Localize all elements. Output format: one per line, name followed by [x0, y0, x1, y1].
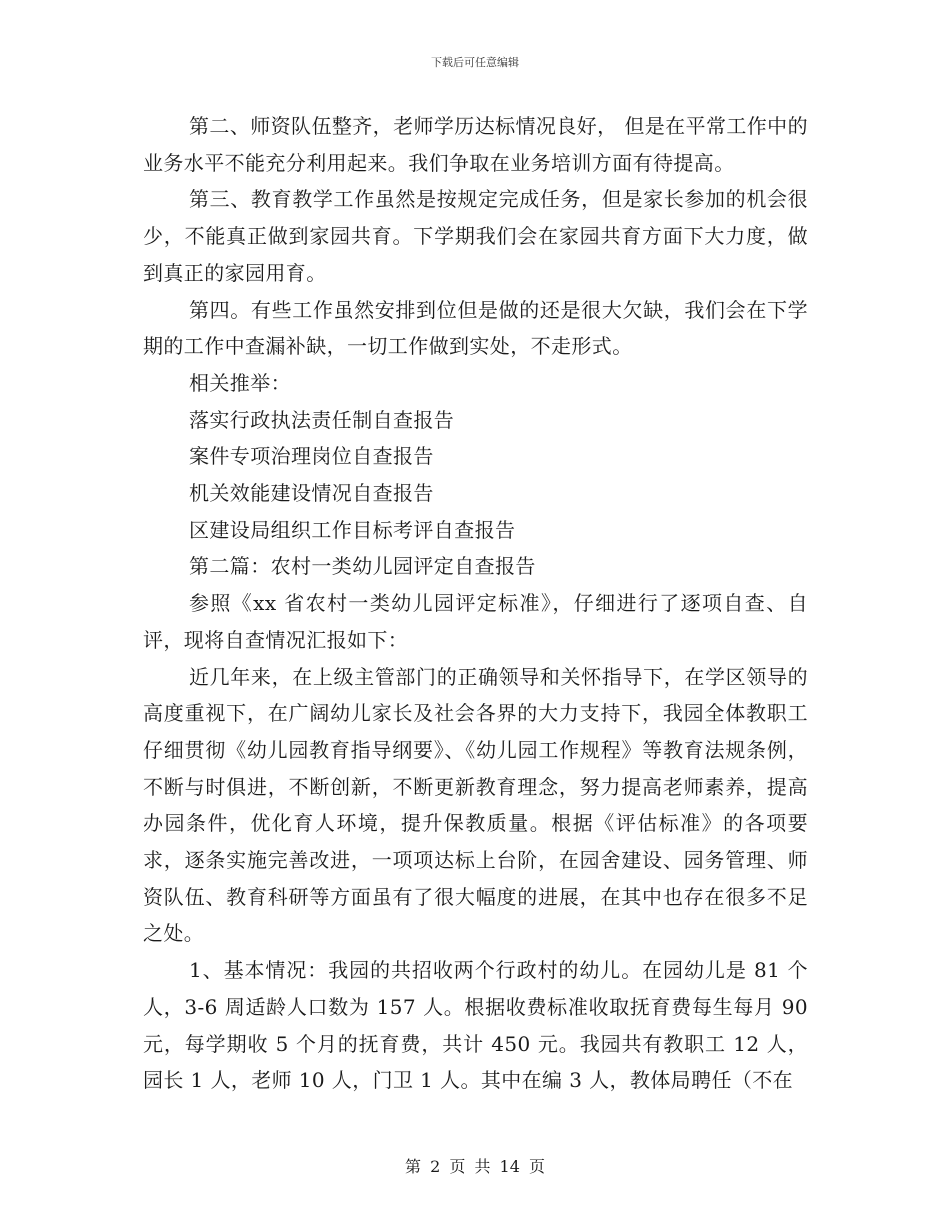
related-link: 机关效能建设情况自查报告	[189, 481, 434, 506]
related-heading: 相关推举：	[189, 370, 291, 395]
related-link: 落实行政执法责任制自查报告	[189, 407, 455, 432]
related-link: 案件专项治理岗位自查报告	[189, 444, 434, 469]
paragraph: 参照《xx 省农村一类幼儿园评定标准》，仔细进行了逐项自查、自评，现将自查情况汇报如下：	[143, 591, 808, 652]
paragraph: 近几年来，在上级主管部门的正确领导和关怀指导下，在学区领导的高度重视下，在广阔幼儿家长及社会各界的大力支持下，我园全体教职工仔细贯彻《幼儿园教育指导纲要》、《幼儿园工作规程》等教育法规条例，不断与时俱进，不断创新，不断更新教育理念，努力提高老师素养，提高办园条件，优化育人环境，提升保教质量。根据《评估标准》的各项要求，逐条实施完善改进，一项项达标上台阶，在园舍建设、园务管理、师资队伍、教育科研等方面虽有了很大幅度的进展，在其中也存在很多不足之处。	[143, 664, 808, 946]
section-title: 第二篇：农村一类幼儿园评定自查报告	[189, 554, 536, 579]
paragraph: 第四。有些工作虽然安排到位但是做的还是很大欠缺，我们会在下学期的工作中查漏补缺，一切工作做到实处，不走形式。	[143, 297, 808, 359]
paragraph: 第三、教育教学工作虽然是按规定完成任务，但是家长参加的机会很少，不能真正做到家园共育。下学期我们会在家园共育方面下大力度，做到真正的家园用育。	[143, 187, 808, 285]
paragraph: 第二、师资队伍整齐，老师学历达标情况良好， 但是在平常工作中的业务水平不能充分利用起来。我们争取在业务培训方面有待提高。	[143, 114, 808, 175]
page-header: 下载后可任意编辑	[431, 56, 519, 69]
document-body	[143, 108, 808, 1099]
page-number: 第 2 页 共 14 页	[405, 1157, 545, 1176]
related-link: 区建设局组织工作目标考评自查报告	[189, 517, 516, 542]
paragraph: 1、基本情况：我园的共招收两个行政村的幼儿。在园幼儿是 81 个人，3-6 周适龄人口数为 157 人。根据收费标准收取抚育费每生每月 90 元，每学期收 5 个月的抚育费，共计 450 元。我园共有教职工 12 人，园长 1 人，老师 10 人，门卫 1 人。其中在编 3 人，教体局聘任（不在	[143, 958, 808, 1093]
